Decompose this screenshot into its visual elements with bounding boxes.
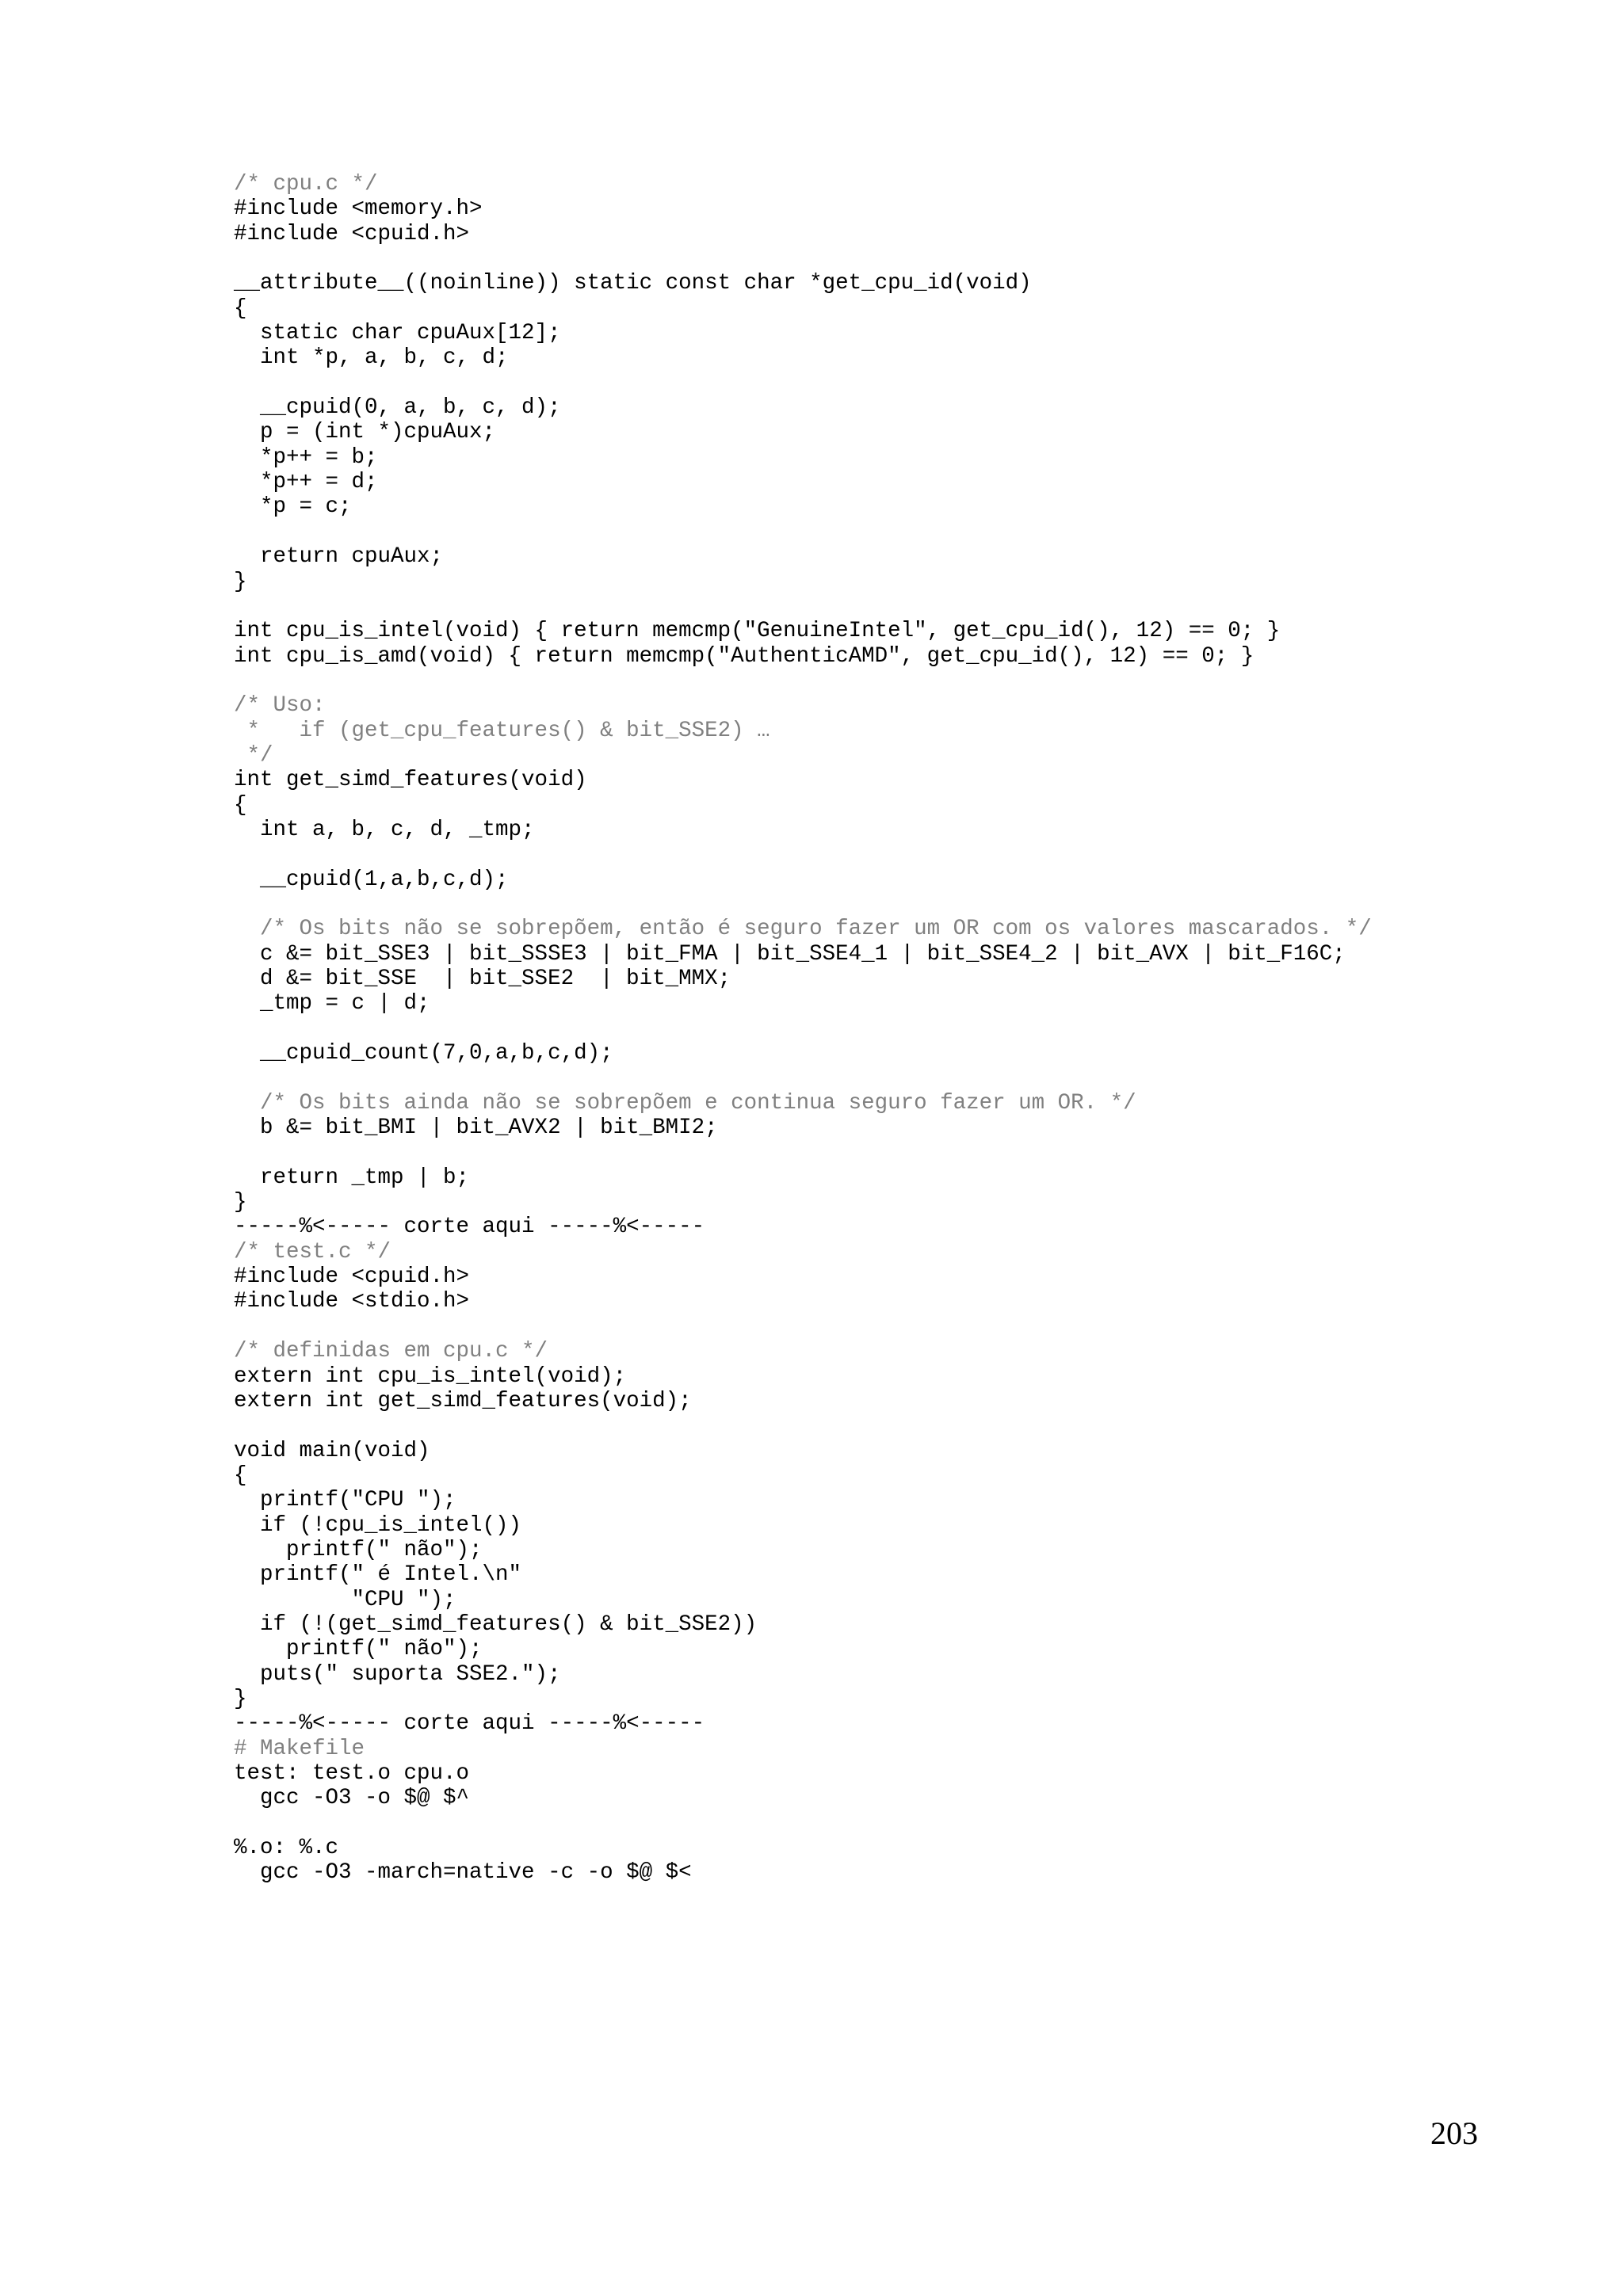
- code-line: static char cpuAux[12];: [234, 321, 561, 346]
- code-line: {: [234, 1463, 247, 1488]
- code-line: int a, b, c, d, _tmp;: [234, 817, 535, 842]
- code-line: extern int cpu_is_intel(void);: [234, 1363, 627, 1389]
- code-line: d &= bit_SSE | bit_SSE2 | bit_MMX;: [234, 967, 731, 991]
- code-comment-line: # Makefile: [234, 1736, 365, 1761]
- code-line: p = (int *)cpuAux;: [234, 420, 496, 445]
- code-line: if (!(get_simd_features() & bit_SSE2)): [234, 1611, 758, 1637]
- code-comment-line: /* definidas em cpu.c */: [234, 1339, 548, 1364]
- code-line: #include <memory.h>: [234, 196, 483, 222]
- code-line: *p++ = d;: [234, 470, 378, 495]
- code-line: [234, 1811, 1581, 1836]
- code-line: gcc -O3 -march=native -c -o $@ $<: [234, 1860, 692, 1886]
- code-line: extern int get_simd_features(void);: [234, 1388, 692, 1413]
- code-line: __attribute__((noinline)) static const char *get_cpu_id(void): [234, 271, 1032, 296]
- code-line: __cpuid(1,a,b,c,d);: [234, 867, 509, 892]
- code-line: [234, 669, 1581, 693]
- code-comment-line: /* Os bits ainda não se sobrepõem e continua seguro fazer um OR. */: [234, 1090, 1136, 1116]
- page-number: 203: [1430, 2115, 1478, 2151]
- code-line: "CPU ");: [234, 1587, 456, 1612]
- code-line: #include <stdio.h>: [234, 1289, 470, 1314]
- code-comment-line: /* cpu.c */: [234, 172, 378, 196]
- code-line: [234, 892, 1581, 917]
- code-line: *p++ = b;: [234, 444, 378, 470]
- code-line: return _tmp | b;: [234, 1165, 470, 1190]
- code-line: -----%<----- corte aqui -----%<-----: [234, 1711, 705, 1737]
- code-line: }: [234, 1190, 247, 1215]
- code-line: #include <cpuid.h>: [234, 221, 470, 246]
- code-line: [234, 520, 1581, 544]
- code-line: [234, 842, 1581, 867]
- code-line: test: test.o cpu.o: [234, 1761, 470, 1786]
- code-line: #include <cpuid.h>: [234, 1264, 470, 1290]
- code-line: int *p, a, b, c, d;: [234, 345, 509, 371]
- code-comment-line: /* Uso:: [234, 693, 326, 719]
- code-line: *p = c;: [234, 494, 352, 520]
- code-line: [234, 246, 1581, 271]
- code-comment-line: */: [234, 742, 273, 768]
- code-line: gcc -O3 -o $@ $^: [234, 1786, 470, 1811]
- code-line: printf(" não");: [234, 1637, 483, 1662]
- code-line: int get_simd_features(void): [234, 768, 587, 793]
- code-line: int cpu_is_amd(void) { return memcmp("AuthenticAMD", get_cpu_id(), 12) == 0; }: [234, 643, 1254, 669]
- code-comment-line: * if (get_cpu_features() & bit_SSE2) …: [234, 718, 770, 743]
- code-line: printf(" é Intel.\n": [234, 1562, 522, 1588]
- code-line: [234, 1140, 1581, 1165]
- code-line: return cpuAux;: [234, 544, 444, 570]
- code-line: _tmp = c | d;: [234, 991, 430, 1016]
- code-line: [234, 1314, 1581, 1339]
- code-line: [234, 594, 1581, 619]
- code-line: __cpuid(0, a, b, c, d);: [234, 395, 561, 421]
- code-line: printf("CPU ");: [234, 1488, 456, 1513]
- code-line: int cpu_is_intel(void) { return memcmp("GenuineIntel", get_cpu_id(), 12) == 0; }: [234, 619, 1281, 644]
- code-line: %.o: %.c: [234, 1836, 339, 1861]
- code-line: void main(void): [234, 1438, 430, 1463]
- code-line: [234, 1016, 1581, 1041]
- code-line: [234, 371, 1581, 395]
- code-line: b &= bit_BMI | bit_AVX2 | bit_BMI2;: [234, 1116, 718, 1141]
- code-listing: [234, 172, 1581, 1886]
- code-line: [234, 1066, 1581, 1090]
- code-line: -----%<----- corte aqui -----%<-----: [234, 1215, 705, 1240]
- code-line: }: [234, 1686, 247, 1711]
- code-line: if (!cpu_is_intel()): [234, 1512, 522, 1538]
- code-comment-line: /* test.c */: [234, 1239, 391, 1264]
- code-line: }: [234, 569, 247, 594]
- code-line: {: [234, 792, 247, 818]
- code-line: puts(" suporta SSE2.");: [234, 1661, 561, 1687]
- code-line: [234, 1413, 1581, 1438]
- code-comment-line: /* Os bits não se sobrepõem, então é seguro fazer um OR com os valores mascarados. */: [234, 917, 1372, 942]
- code-line: {: [234, 296, 247, 321]
- code-line: printf(" não");: [234, 1537, 483, 1562]
- code-line: c &= bit_SSE3 | bit_SSSE3 | bit_FMA | bit_SSE4_1 | bit_SSE4_2 | bit_AVX | bit_F16C;: [234, 941, 1346, 967]
- code-line: __cpuid_count(7,0,a,b,c,d);: [234, 1041, 613, 1066]
